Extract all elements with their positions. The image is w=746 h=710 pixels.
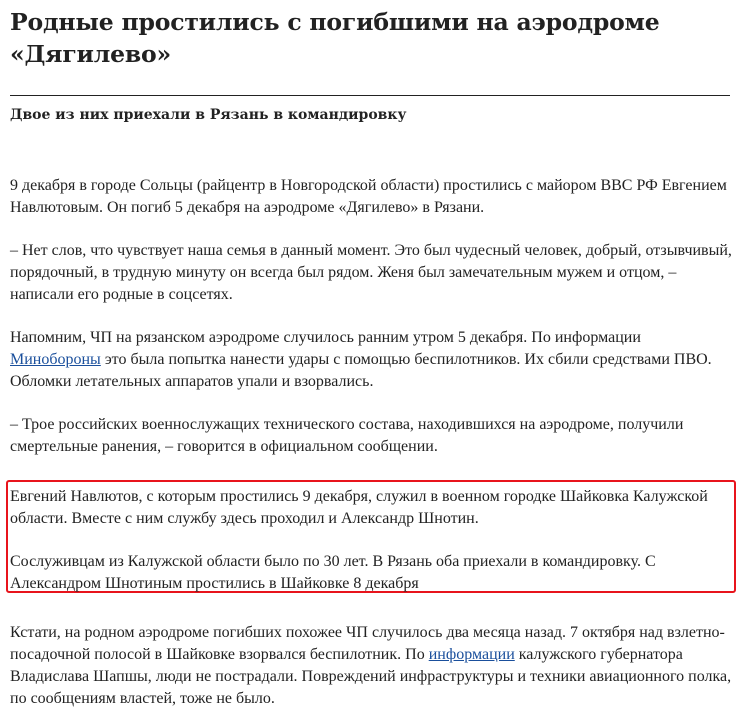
paragraph-5: Евгений Навлютов, с которым простились 9 декабря, служил в военном городке Шайковка Калужской области. Вместе с ним службу здесь проходил и Александр Шнотин.: [10, 488, 708, 527]
paragraph-7-text-after: калужского губернатора Владислава Шапшы, люди не пострадали. Повреждений инфраструктуры и техники авиационного полка, по сообщениям властей, тоже не было.: [10, 646, 732, 707]
information-link[interactable]: информации: [428, 646, 515, 663]
paragraph-3-text-after: это была попытка нанести удары с помощью беспилотников. Их сбили средствами ПВО. Обломки летательных аппаратов упали и взорвались.: [10, 351, 712, 390]
paragraph-6: Сослуживцам из Калужской области было по 30 лет. В Рязань оба приехали в командировку. С Александром Шнотиным простились в Шайковке 8 декабря: [10, 553, 656, 592]
paragraph-1: 9 декабря в городе Сольцы (райцентр в Новгородской области) простились с майором ВВС РФ Евгением Навлютовым. Он погиб 5 декабря на аэродроме «Дягилево» в Рязани.: [10, 177, 727, 216]
paragraph-7: [10, 622, 732, 710]
article: [10, 0, 734, 707]
article-subtitle: Двое из них приехали в Рязань в командировку: [10, 107, 407, 123]
paragraph-2: – Нет слов, что чувствует наша семья в данный момент. Это был чудесный человек, добрый, отзывчивый, порядочный, в трудную минуту он всегда был рядом. Женя был замечательным мужем и отцом, – написали его родные в соцсетях.: [10, 242, 732, 303]
paragraph-7-text-before: Кстати, на родном аэродроме погибших похожее ЧП случилось два месяца назад. 7 октября над взлетно-посадочной полосой в Шайковке взорвался беспилотник. По: [10, 624, 725, 663]
paragraph-4: – Трое российских военнослужащих технического состава, находившихся на аэродроме, получили смертельные ранения, – говорится в официальном сообщении.: [10, 416, 684, 455]
minoborony-link[interactable]: Минобороны: [10, 351, 101, 368]
article-headline: Родные простились с погибшими на аэродроме «Дягилево»: [10, 8, 660, 68]
paragraph-3-text-before: Напомним, ЧП на рязанском аэродроме случилось ранним утром 5 декабря. По информации: [10, 329, 641, 346]
headline-divider: [10, 95, 730, 96]
paragraph-3: [10, 327, 732, 393]
